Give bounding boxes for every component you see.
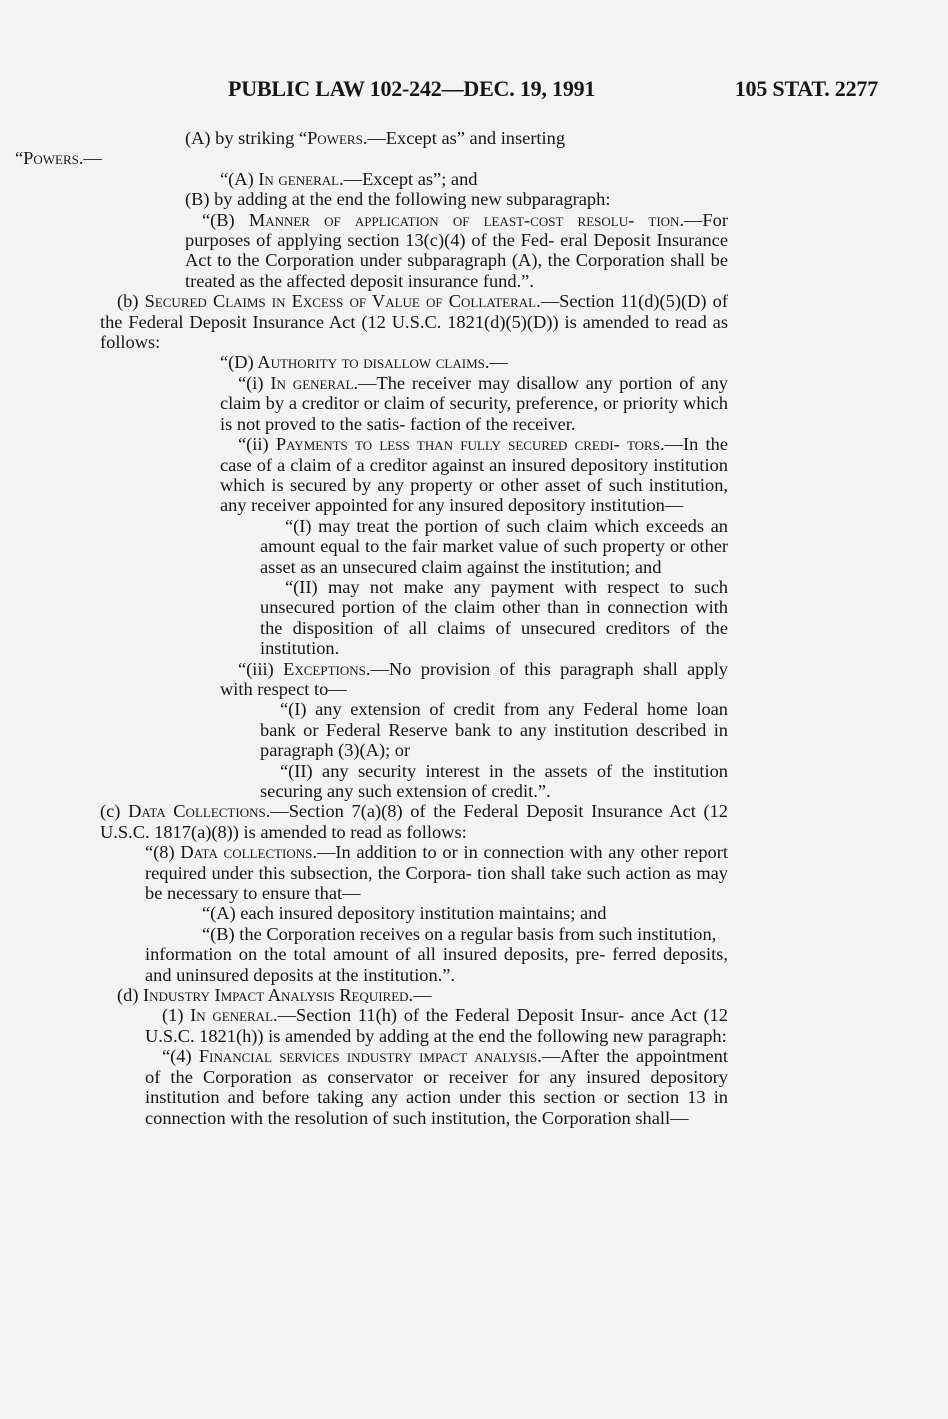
item-B-receives: “(B) the Corporation receives on a regular basis from such institution, (202, 923, 717, 944)
para-d-authority: “(D) Authority to disallow claims.— (220, 352, 508, 373)
subclause-I-treat: “(I) may treat the portion of such claim which exceeds an amount equal to the fair market value of such property or other asset as an unsecured claim against the institution; and (260, 515, 728, 577)
item-A-maintains: “(A) each insured depository institution maintains; and (202, 903, 607, 924)
para-4-financial-services: “(4) Financial services industry impact analysis.—After the appointment of the Corporation as conservator or receiver for any insured depository institution and before taking any action under this section or section 13 in connection with the resolution of such institution, the Corporation shall— (145, 1046, 728, 1128)
exception-II-security: “(II) any security interest in the assets of the institution securing any such extension of credit.”. (260, 760, 728, 801)
section-b-secured-claims: (b) Secured Claims in Excess of Value of Collateral.—Section 11(d)(5)(D) of the Federal Deposit Insurance Act (12 U.S.C. 1821(d)(5)(D)) is amended to read as follows: (100, 291, 728, 353)
clause-iii-exceptions: “(iii) Exceptions.—No provision of this paragraph shall apply with respect to— (220, 658, 728, 699)
clause-i-general: “(i) In general.—The receiver may disallow any portion of any claim by a creditor or claim of security, preference, or priority which is not proved to the satis- faction of the receiver. (220, 372, 728, 434)
header-stat-page: 105 STAT. 2277 (734, 76, 878, 101)
clause-ii-payments: “(ii) Payments to less than fully secured credi- tors.—In the case of a claim of a creditor against an insured depository institution which is secured by any property or other asset of such institution, any receiver appointed for any insured depository institution— (220, 434, 728, 516)
body-text (15, 128, 728, 1128)
para-8-data-collections: “(8) Data collections.—In addition to or in connection with any other report required under this subsection, the Corpora- tion shall take such action as may be necessary to ensure that— (145, 842, 728, 904)
para-b-adding: (B) by adding at the end the following new subparagraph: (185, 189, 611, 210)
para-1-in-general: (1) In general.—Section 11(h) of the Federal Deposit Insur- ance Act (12 U.S.C. 1821(h)) is amended by adding at the end the following new paragraph: (145, 1005, 728, 1046)
exception-I-credit: “(I) any extension of credit from any Federal home loan bank or Federal Reserve bank to any institution described in paragraph (3)(A); or (260, 699, 728, 761)
para-information: information on the total amount of all insured deposits, pre- ferred deposits, and uninsured deposits at the institution.”. (145, 944, 728, 985)
para-b-manner: “(B) Manner of application of least-cost resolu- tion.—For purposes of applying section 13(c)(4) of the Fed- eral Deposit Insurance Act to the Corporation under subparagraph (A), the Corporation shall be treated as the affected deposit insurance fund.”. (185, 209, 728, 291)
para-a-in-general: “(A) In general.—Except as”; and (220, 168, 478, 189)
section-c-data-collections: (c) Data Collections.—Section 7(a)(8) of the Federal Deposit Insurance Act (12 U.S.C. 1817(a)(8)) is amended to read as follows: (100, 801, 728, 842)
header-public-law: PUBLIC LAW 102-242—DEC. 19, 1991 (228, 76, 596, 101)
para-a-striking: (A) by striking “Powers.—Except as” and inserting “Powers.— (15, 128, 566, 169)
subclause-II-payment: “(II) may not make any payment with respect to such unsecured portion of the claim other than in connection with the disposition of all claims of unsecured creditors of the institution. (260, 576, 728, 659)
section-d-industry-impact: (d) Industry Impact Analysis Required.— (117, 985, 432, 1006)
